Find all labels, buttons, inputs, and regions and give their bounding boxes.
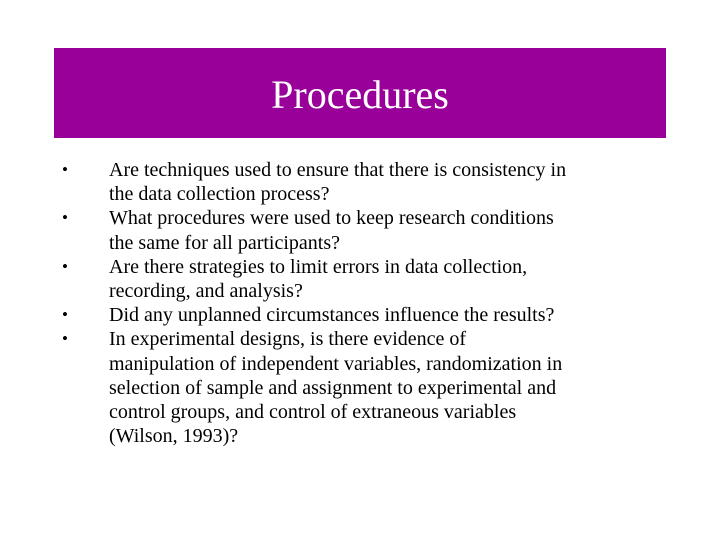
bullet-item (0, 303, 720, 327)
bullet-item (0, 255, 720, 303)
bullet-list (0, 158, 720, 448)
bullet-line: In experimental designs, is there evidence of (109, 328, 467, 351)
bullet-line: What procedures were used to keep research conditions (109, 207, 554, 230)
bullet-icon: • (62, 305, 68, 325)
bullet-line: selection of sample and assignment to experimental and (109, 376, 557, 399)
bullet-icon: • (62, 160, 68, 179)
bullet-item (0, 158, 720, 206)
bullet-line: manipulation of independent variables, randomization in (109, 352, 563, 375)
bullet-text (109, 206, 669, 254)
bullet-text (109, 158, 669, 206)
slide-title: Procedures (271, 72, 449, 117)
bullet-line: Are techniques used to ensure that there is consistency in (109, 159, 567, 181)
bullet-line: (Wilson, 1993)? (109, 425, 239, 448)
bullet-item (0, 206, 720, 254)
bullet-line: Are there strategies to limit errors in data collection, (109, 255, 528, 278)
bullet-text (109, 303, 669, 327)
bullet-text (109, 327, 669, 448)
bullet-icon: • (62, 256, 68, 276)
bullet-item (0, 327, 720, 448)
bullet-line: Did any unplanned circumstances influence the results? (109, 304, 555, 327)
bullet-line: the data collection process? (109, 183, 330, 206)
bullet-line: control groups, and control of extraneous variables (109, 401, 517, 424)
bullet-line: the same for all participants? (109, 231, 341, 254)
bullet-text (109, 255, 669, 303)
bullet-icon: • (62, 329, 68, 349)
title-bar (54, 48, 666, 138)
bullet-icon: • (62, 208, 68, 228)
bullet-line: recording, and analysis? (109, 280, 303, 303)
